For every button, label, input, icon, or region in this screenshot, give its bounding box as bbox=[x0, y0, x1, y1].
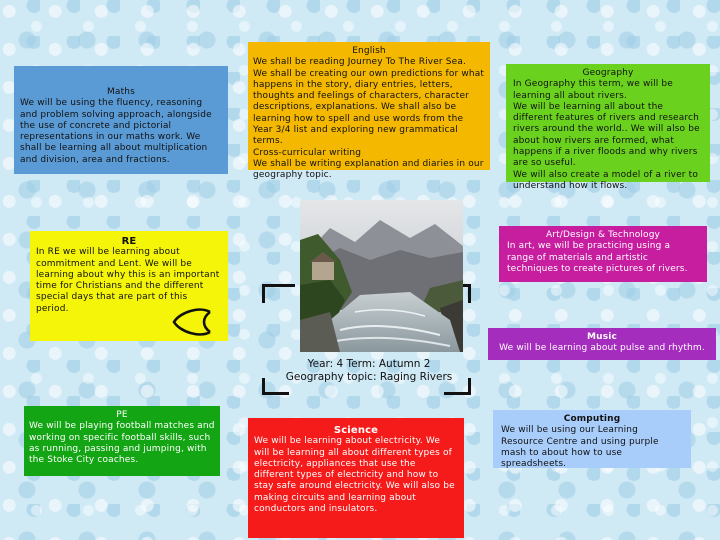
pe-box bbox=[24, 406, 220, 476]
topic-line: Geography topic: Raging Rivers bbox=[285, 371, 453, 383]
music-title: Music bbox=[587, 332, 617, 342]
english-box bbox=[248, 42, 490, 181]
art-text: In art, we will be practicing using a range of materials and artistic techniques to create pictures of rivers. bbox=[507, 241, 688, 274]
science-text: We will be learning about electricity. We will be learning all about different types of electricity, appliances that use the different types of electricity and how to stay safe around electricity. We will also be making circuits and learning about conductors and insulators. bbox=[254, 436, 455, 515]
year-term-line: Year: 4 Term: Autumn 2 bbox=[307, 358, 431, 370]
science-title: Science bbox=[333, 425, 379, 436]
computing-text: We will be using our Learning Resource Centre and using purple mash to about how to use spreadsheets. bbox=[501, 425, 659, 470]
geography-box bbox=[506, 64, 710, 191]
science-box bbox=[248, 418, 464, 538]
river-photo bbox=[300, 200, 463, 352]
frame-corner-top-left bbox=[262, 284, 295, 303]
geography-title: Geography bbox=[582, 68, 634, 78]
geography-text: In Geography this term, we will be learning all about rivers. We will be learning all about the different features of rivers and research rivers around the world.. We will also be about how rivers are formed, what happens if a river floods and why rivers are so useful. We will also create a model of a river to understand how it flows. bbox=[513, 79, 700, 191]
computing-title: Computing bbox=[563, 414, 621, 424]
re-title: RE bbox=[121, 236, 137, 247]
maths-box bbox=[14, 66, 228, 174]
music-text: We will be learning about pulse and rhythm. bbox=[499, 343, 705, 354]
pe-text: We will be playing football matches and working on specific football skills, such as running, passing and jumping, with the Stoke City coaches. bbox=[29, 421, 215, 466]
ichthys-fish-icon bbox=[170, 308, 214, 336]
music-box bbox=[488, 328, 716, 360]
year-term-label bbox=[278, 358, 460, 394]
computing-box bbox=[493, 410, 691, 468]
maths-title: Maths bbox=[107, 87, 135, 97]
english-text: We shall be reading Journey To The River Sea. We shall be creating our own predictions for what happens in the story, diary entries, letters, thoughts and feelings of characters, character descriptions, explanations. We shall also be learning how to spell and use words from the Year 3/4 list and exploring new grammatical terms. Cross-curricular writing We shall be writing explanation and diaries in our geography topic. bbox=[253, 57, 485, 181]
maths-text: We will be using the fluency, reasoning and problem solving approach, alongside the use of concrete and pictorial representations in our maths work. We shall be learning all about multiplication and division, area and fractions. bbox=[20, 98, 212, 165]
art-box bbox=[499, 226, 707, 282]
art-title: Art/Design & Technology bbox=[545, 230, 661, 240]
pe-title: PE bbox=[116, 410, 128, 420]
english-title: English bbox=[352, 46, 386, 56]
re-text: In RE we will be learning about commitment and Lent. We will be learning about why this is an important time for Christians and the different special days that are part of this period. bbox=[36, 247, 220, 314]
